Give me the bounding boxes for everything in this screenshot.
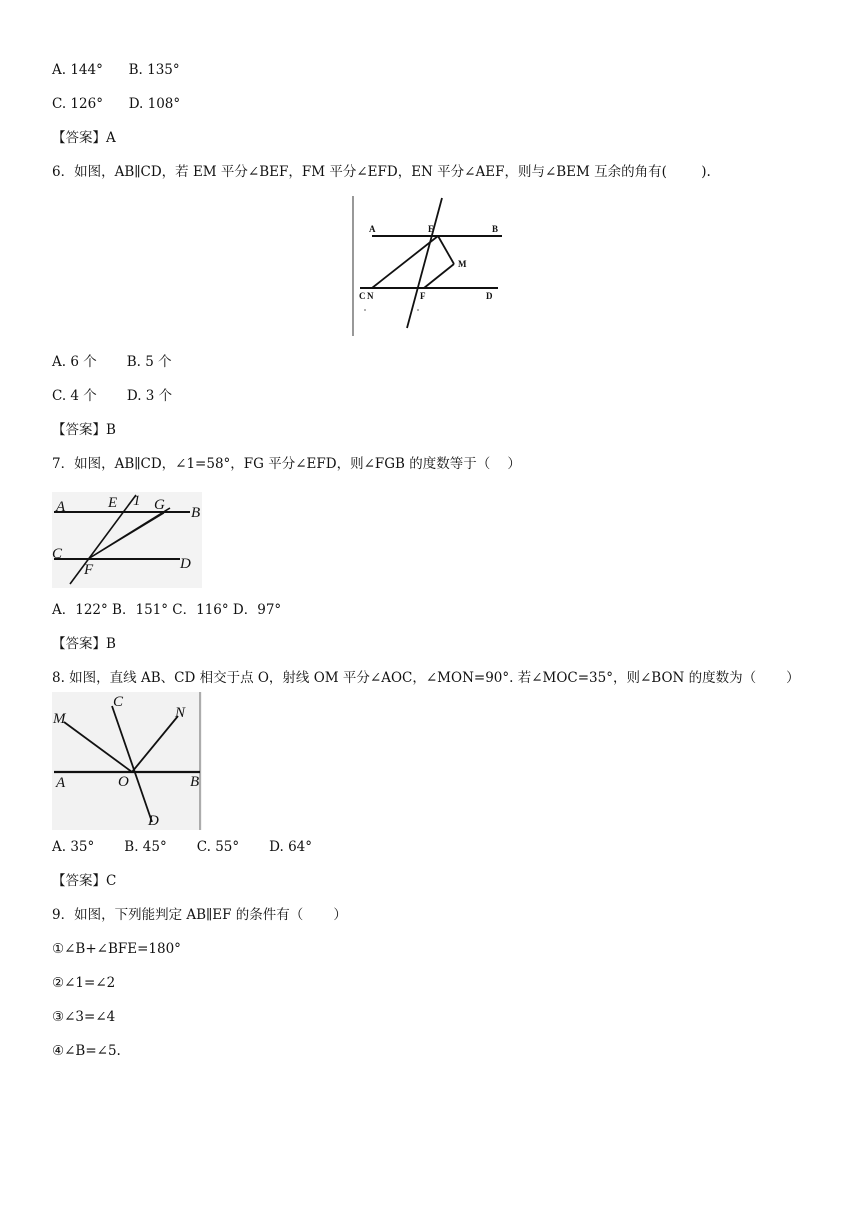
q8-stem: 8. 如图，直线 AB、CD 相交于点 O，射线 OM 平分∠AOC，∠MON=90°. 若∠MOC=35°，则∠BON 的度数为（ ）: [52, 670, 800, 686]
q7-label-g: G: [154, 497, 165, 513]
q6-answer: 【答案】B: [52, 422, 116, 438]
q8-label-n: N: [175, 705, 186, 721]
q5-options-line2: C. 126° D. 108°: [52, 96, 181, 112]
q8-options: A. 35° B. 45° C. 55° D. 64°: [52, 839, 313, 855]
q6-label-d: D: [486, 291, 493, 301]
q8-label-a: A: [56, 775, 66, 791]
q6-stem: 6．如图，AB∥CD，若 EM 平分∠BEF，FM 平分∠EFD，EN 平分∠AEF，则与∠BEM 互余的角有( ).: [52, 164, 711, 180]
q7-figure: [52, 492, 202, 588]
q7-label-a: A: [56, 499, 66, 515]
q7-answer: 【答案】B: [52, 636, 116, 652]
q6-label-c: C: [359, 291, 366, 301]
q9-condition-3: ③∠3=∠4: [52, 1009, 116, 1025]
q6-label-f: F: [420, 291, 426, 301]
q7-label-f: F: [84, 562, 94, 578]
q7-label-b: B: [191, 505, 201, 521]
q8-label-o: O: [118, 774, 129, 790]
q7-stem: 7．如图，AB∥CD，∠1=58°，FG 平分∠EFD，则∠FGB 的度数等于（ ）: [52, 456, 521, 472]
q6-label-a: A: [369, 224, 376, 234]
q9-condition-2: ②∠1=∠2: [52, 975, 116, 991]
q9-condition-4: ④∠B=∠5.: [52, 1043, 121, 1059]
q7-label-d: D: [180, 556, 191, 572]
q7-label-e: E: [108, 495, 118, 511]
q9-stem: 9．如图，下列能判定 AB∥EF 的条件有（ ）: [52, 907, 347, 923]
q6-figure: [352, 196, 508, 338]
q8-label-b: B: [190, 774, 200, 790]
q6-label-m: M: [458, 259, 467, 269]
q6-label-n: N: [367, 291, 374, 301]
q8-figure: [52, 692, 202, 830]
q8-label-d: D: [148, 813, 159, 829]
q6-label-e: E: [428, 224, 435, 234]
q8-label-c: C: [113, 694, 124, 710]
q7-label-c: C: [52, 546, 63, 562]
q5-answer: 【答案】A: [52, 130, 116, 146]
q6-options-line1: A. 6 个 B. 5 个: [52, 354, 172, 370]
q6-label-b: B: [492, 224, 499, 234]
q8-answer: 【答案】C: [52, 873, 117, 889]
q7-label-1: 1: [133, 493, 141, 509]
q7-options: A．122° B．151° C．116° D．97°: [52, 602, 282, 618]
q6-options-line2: C. 4 个 D. 3 个: [52, 388, 173, 404]
q9-condition-1: ①∠B+∠BFE=180°: [52, 941, 181, 957]
q8-label-m: M: [53, 711, 66, 727]
q5-options-line1: A. 144° B. 135°: [52, 62, 180, 78]
